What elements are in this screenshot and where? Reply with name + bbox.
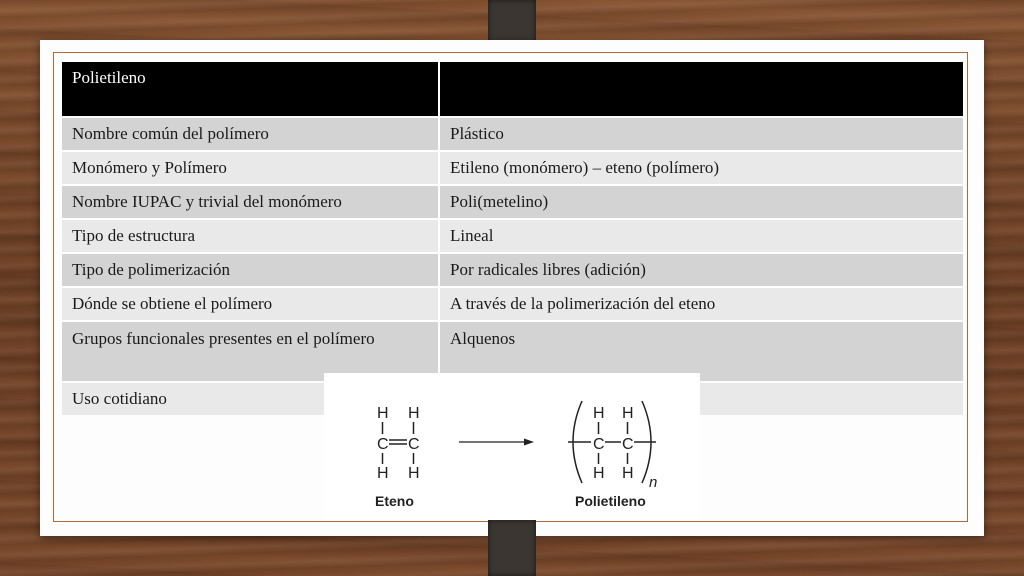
row-value: Lineal [440, 220, 963, 252]
table-row [62, 254, 963, 286]
atom-h: H [593, 405, 605, 422]
reaction-arrow-icon [459, 439, 534, 446]
reactant-label: Eteno [375, 493, 414, 509]
table-header-empty [440, 62, 963, 116]
product-label: Polietileno [575, 493, 646, 509]
atom-c: C [593, 436, 605, 453]
ethene-structure [375, 405, 420, 509]
row-value: Etileno (monómero) – eteno (polímero) [440, 152, 963, 184]
binder-strap-bottom [488, 520, 536, 576]
row-label: Tipo de estructura [62, 220, 438, 252]
atom-c: C [408, 436, 420, 453]
table-header-row [62, 62, 963, 116]
atom-h: H [593, 465, 605, 482]
row-label: Nombre IUPAC y trivial del monómero [62, 186, 438, 218]
atom-h: H [408, 405, 420, 422]
row-label: Monómero y Polímero [62, 152, 438, 184]
atom-h: H [377, 465, 389, 482]
row-value: Por radicales libres (adición) [440, 254, 963, 286]
atom-h: H [408, 465, 420, 482]
polymerization-diagram [324, 373, 700, 520]
row-value: Poli(metelino) [440, 186, 963, 218]
atom-c: C [622, 436, 634, 453]
atom-h: H [622, 465, 634, 482]
subscript-n: n [649, 474, 658, 491]
row-value: Alquenos [440, 322, 963, 381]
atom-c: C [377, 436, 389, 453]
polyethylene-structure [568, 401, 657, 509]
row-value: Plástico [440, 118, 963, 150]
row-label: Uso cotidiano [62, 383, 438, 415]
atom-h: H [377, 405, 389, 422]
table-row [62, 152, 963, 184]
table-row [62, 186, 963, 218]
table-header-title: Polietileno [62, 62, 438, 116]
row-label: Tipo de polimerización [62, 254, 438, 286]
polymer-info-table [60, 60, 965, 417]
table-row [62, 220, 963, 252]
row-label: Dónde se obtiene el polímero [62, 288, 438, 320]
row-label: Grupos funcionales presentes en el polímero [62, 322, 438, 381]
row-label: Nombre común del polímero [62, 118, 438, 150]
table-row [62, 288, 963, 320]
row-value: A través de la polimerización del eteno [440, 288, 963, 320]
table-row [62, 118, 963, 150]
atom-h: H [622, 405, 634, 422]
